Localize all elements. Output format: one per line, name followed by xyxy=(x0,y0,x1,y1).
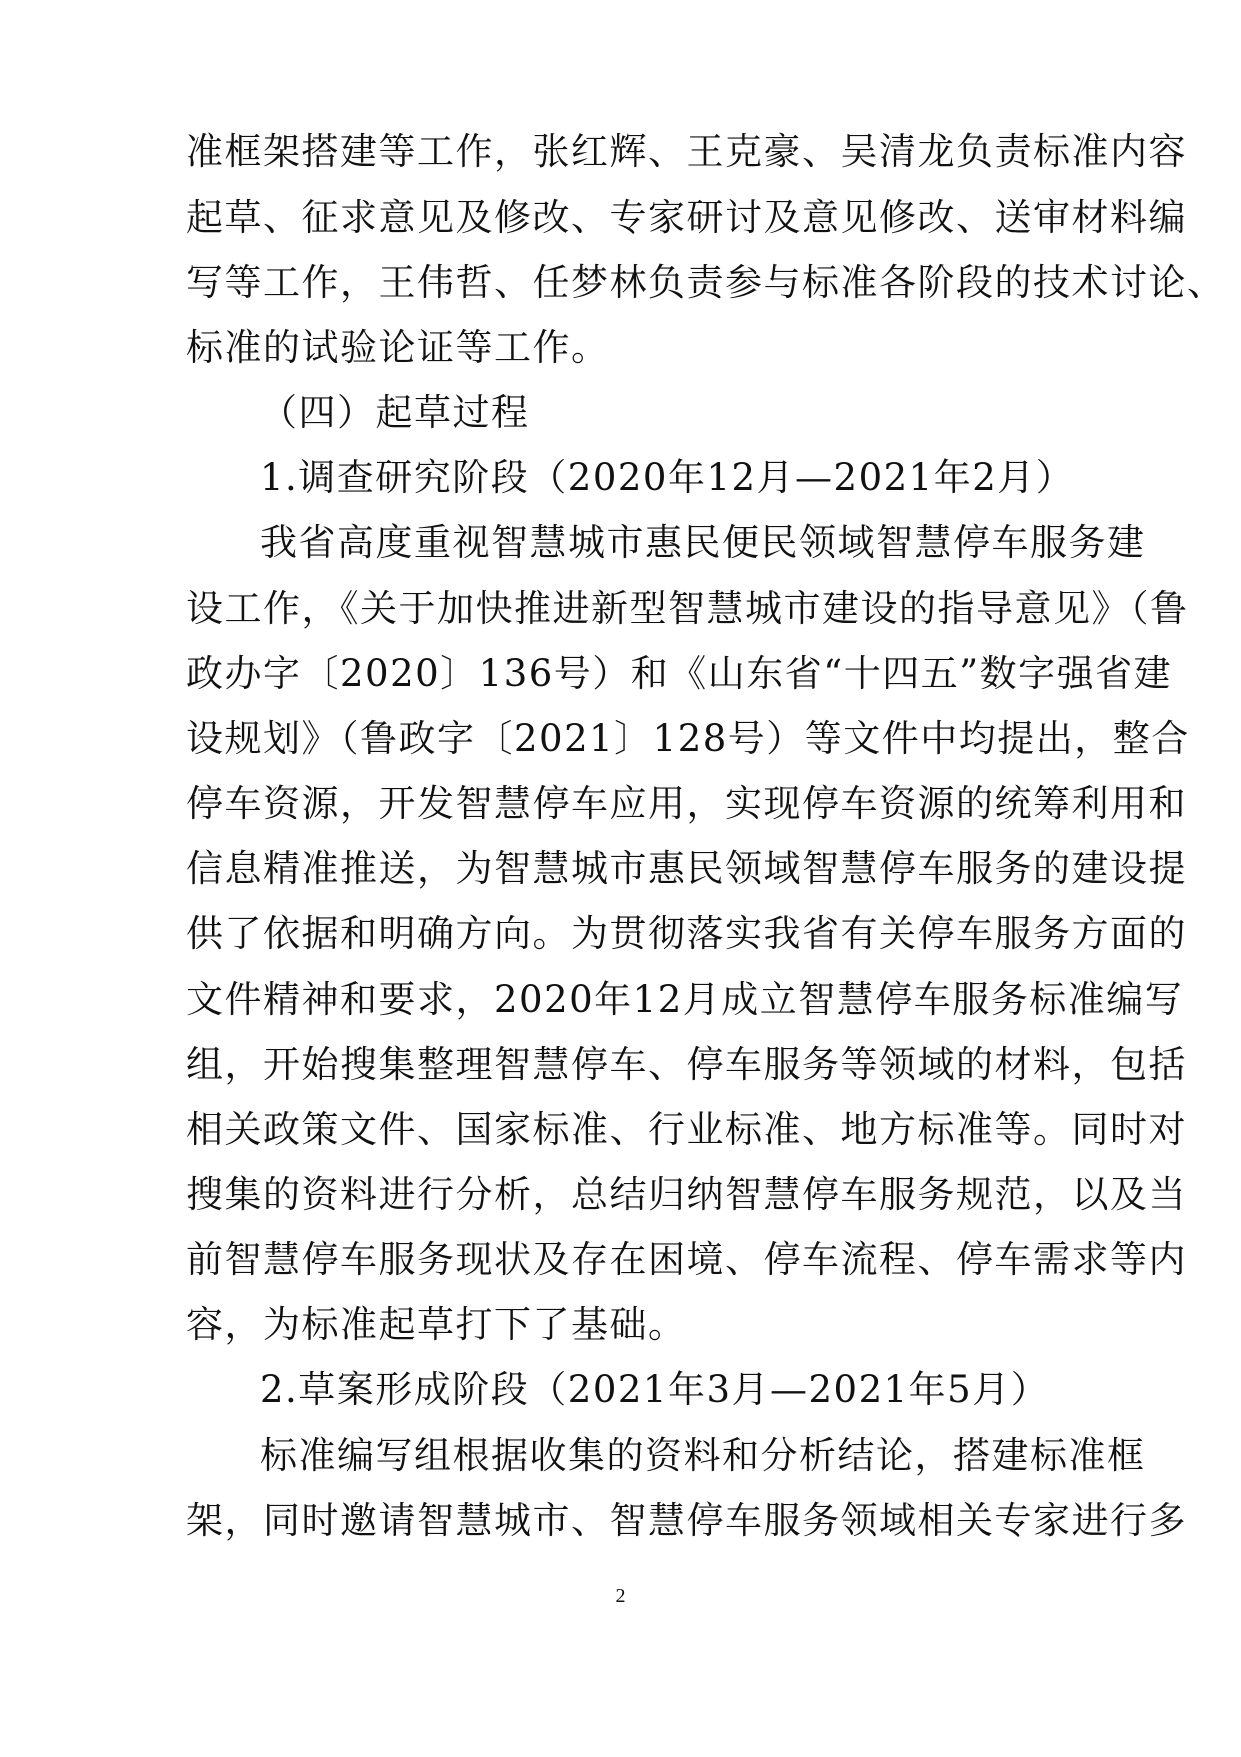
body-line: 政办字〔2020〕136号）和《山东省“十四五”数字强省建 xyxy=(186,652,1173,695)
body-line: 相关政策文件、国家标准、行业标准、地方标准等。同时对 xyxy=(186,1108,1187,1151)
body-line: 标准编写组根据收集的资料和分析结论，搭建标准框 xyxy=(260,1434,1146,1477)
body-line: 前智慧停车服务现状及存在困境、停车流程、停车需求等内 xyxy=(186,1238,1187,1281)
body-line: 设规划》（鲁政字〔2021〕128号）等文件中均提出，整合 xyxy=(186,717,1190,760)
body-line: 准框架搭建等工作，张红辉、王克豪、吴清龙负责标准内容 xyxy=(186,130,1187,173)
body-line: 供了依据和明确方向。为贯彻落实我省有关停车服务方面的 xyxy=(186,912,1187,955)
body-line: 架，同时邀请智慧城市、智慧停车服务领域相关专家进行多 xyxy=(186,1499,1187,1542)
section-heading: （四）起草过程 xyxy=(260,391,530,434)
body-line: 起草、征求意见及修改、专家研讨及意见修改、送审材料编 xyxy=(186,196,1187,239)
body-line: 设工作，《关于加快推进新型智慧城市建设的指导意见》（鲁 xyxy=(186,587,1189,630)
body-line: 信息精准推送，为智慧城市惠民领域智慧停车服务的建设提 xyxy=(186,847,1187,890)
page-number: 2 xyxy=(615,1585,626,1607)
subsection-heading: 2.草案形成阶段（2021年3月—2021年5月） xyxy=(260,1368,1050,1411)
body-line: 标准的试验论证等工作。 xyxy=(186,326,610,369)
body-line: 搜集的资料进行分析，总结归纳智慧停车服务规范，以及当 xyxy=(186,1173,1187,1216)
body-line: 停车资源，开发智慧停车应用，实现停车资源的统筹利用和 xyxy=(186,782,1187,825)
body-line: 写等工作，王伟哲、任梦林负责参与标准各阶段的技术讨论、 xyxy=(186,261,1226,304)
subsection-heading: 1.调查研究阶段（2020年12月—2021年2月） xyxy=(260,456,1075,499)
body-line: 组，开始搜集整理智慧停车、停车服务等领域的材料，包括 xyxy=(186,1043,1187,1086)
body-line: 容，为标准起草打下了基础。 xyxy=(186,1303,687,1346)
body-line: 我省高度重视智慧城市惠民便民领域智慧停车服务建 xyxy=(260,521,1146,564)
body-line: 文件精神和要求，2020年12月成立智慧停车服务标准编写 xyxy=(186,978,1184,1021)
